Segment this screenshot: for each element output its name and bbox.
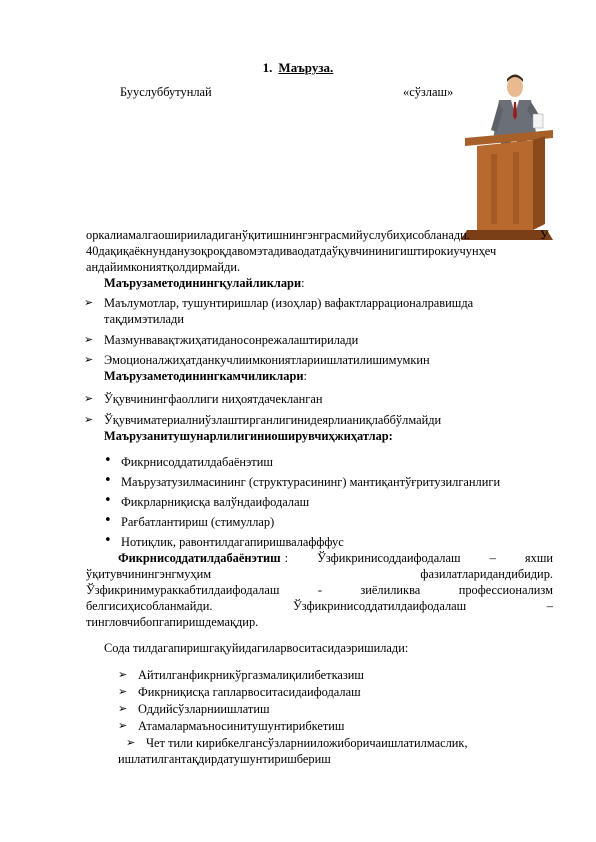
sub-list-item-cont: ишлатилгантақдирдатушунтиришбериш: [118, 752, 331, 766]
disadvantages-heading: Маърузаметодинингкамчиликлари:: [104, 369, 307, 383]
sub-list-item: ➢ Оддийсўзларниишлатиш: [138, 701, 270, 717]
simple-para-line-2: ўқитувчинингэнгмуҳим фазилатларидандибидир.: [86, 567, 553, 581]
sub-list-item: ➢ Атамалармаъносинитушунтирибкетиш: [138, 718, 344, 734]
simple-para-line-4: белгисиҳисобланмайди. Ўзфикринисоддатилдаифодалаш –: [86, 599, 553, 613]
intro-left: Бууслуббутунлай: [120, 85, 212, 99]
sub-list-item: ➢ Айтилганфикрникўргазмалиқилибетказиш: [138, 667, 364, 683]
intro-line-1-end: У: [540, 228, 549, 242]
advantage-item: ➢ Маълумотлар, тушунтиришлар (изоҳлар) вафактларрационалравишда: [104, 295, 473, 311]
intro-line-3: андайимкониятқолдирмайди.: [86, 260, 241, 274]
advantage-item-cont: тақдимэтилади: [104, 312, 184, 326]
effectiveness-item: • Фикрларниқисқа валўндаифодалаш: [121, 494, 309, 510]
advantages-heading: Маърузаметодинингқулайликлари:: [104, 276, 305, 290]
simple-para-term: Фикрнисоддатилдабаёнэтиш: [118, 551, 281, 565]
sub-list-item: ➢ Фикрниқисқа гапларвоситасидаифодалаш: [138, 684, 361, 700]
sub-paragraph: Содa тилдагапиришгақуйидагиларвоситасидаэришилади:: [104, 641, 409, 655]
sub-list-item: ➢ Чет тили кирибкелгансўзларнииложибoричаишлатилмаслик,: [146, 735, 468, 751]
title-number: 1.: [262, 60, 273, 75]
disadvantage-item: ➢ Ўқувчинингфаоллиги ниҳоятдачекланган: [104, 391, 323, 407]
intro-line-2: 40дақиқаёкнунданузоқроқдавомэтадиваодатдаўқувчининигиштирокиучунҳеч: [86, 244, 497, 258]
effectiveness-item: • Фикрнисоддатилдабаёнэтиш: [121, 454, 273, 470]
simple-para-line-3: Ўзфикринимураккабтилдаифодалаш - зиёлиликва профессионализм: [86, 583, 553, 597]
advantage-item: ➢ Мазмунвавақтжиҳатиданосонрежалаштирилади: [104, 332, 358, 348]
effectiveness-item: • Маърузатузилмасининг (структурасининг) мантиқантўғритузилганлиги: [121, 474, 500, 490]
speaker-podium-illustration: [457, 70, 557, 245]
disadvantage-item: ➢ Ўқувчиматериалниўзлаштирганлигинидеярлианиқлаббўлмайди: [104, 412, 441, 428]
intro-line-1: оркалиамалгаоширииладиганўқитишнингэнгрaсмийуслубиҳисобланади.: [86, 228, 470, 242]
advantage-item: ➢ Эмоционалжиҳатданкучлиимкониятлариишлатилишимумкин: [104, 352, 430, 368]
title-text: Маъруза.: [278, 60, 334, 75]
simple-para-line-1-rest: : Ўзфикринисоддаифодалаш – яхши: [284, 551, 553, 565]
simple-para-line-1: [118, 550, 553, 566]
effectiveness-heading: Маърузанитушунарлилигиниоширувчиҳжиҳатлар:: [104, 429, 393, 443]
simple-para-line-5: тингловчибопгапиришдемақдир.: [86, 615, 259, 629]
intro-right: «сўзлаш»: [403, 85, 454, 99]
effectiveness-item: • Рағбатлантириш (стимуллар): [121, 514, 274, 530]
effectiveness-item: • Нотиқлик, равонтилдагапиришвалафффус: [121, 534, 344, 550]
